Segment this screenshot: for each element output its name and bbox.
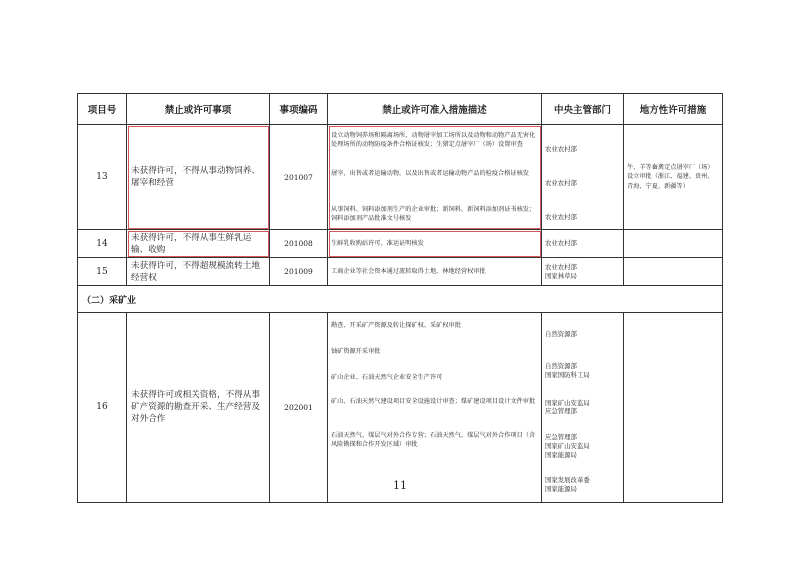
dept-text: 自然资源部 [545,329,577,338]
row-number: 13 [78,125,127,230]
dept-text: 应急管理部 国家矿山安监局 国家能源局 [545,433,590,459]
row-number: 16 [78,313,127,503]
table-row [78,125,723,230]
measure-text: 从事饲料、饲料添加剂生产的企业审批；新饲料、新饲料添加剂证书核发；饲料添加剂产品批准文号核发 [331,205,536,222]
header-project-no: 项目号 [78,94,127,125]
measure-text: 矿山、石油天然气建设项目安全设施设计审查；煤矿建设项目设计文件审批 [331,398,536,405]
row-item: 未获得许可，不得从事生鲜乳运输、收购 [127,230,270,258]
row-item: 未获得许可，不得超规模流转土地经营权 [127,258,270,286]
row-code: 201008 [270,230,328,258]
dept-text: 自然资源部 国家国防科工局 [545,362,590,379]
dept-text: 农业农村部 [545,178,577,187]
dept-text: 国家发展改革委 国家能源局 [545,475,590,493]
row-local: 牛、羊等畜禽定点屠宰厂（场）设立审批（浙江、福建、贵州、青海、宁夏、新疆等） [624,125,723,230]
measure-text: 勘查、开采矿产资源及转让探矿权、采矿权审批 [331,322,461,329]
row-local [624,313,723,503]
header-code: 事项编码 [270,94,328,125]
measure-text: 石油天然气、煤层气对外合作专营；石油天然气、煤层气对外合作项目（含风险勘探和合作开发区域）审批 [331,432,536,449]
row-depts: 农业农村部 国家林草局 [542,258,624,286]
table-row [78,258,723,286]
row-measures [328,125,542,230]
dept-text: 农业农村部 [545,212,577,221]
table-header-row [78,94,723,125]
row-number: 14 [78,230,127,258]
permit-table [77,93,723,503]
row-code: 201009 [270,258,328,286]
measure-text: 铀矿资源开采审批 [331,348,381,355]
header-local-measures: 地方性许可措施 [624,94,723,125]
row-measures [328,313,542,503]
section-row [78,286,723,313]
row-item: 未获得许可，不得从事动物饲养、屠宰和经营 [127,125,270,230]
measure-text: 屠宰、出售或者运输动物，以及出售或者运输动物产品的检疫合格证核发 [331,169,529,177]
row-code: 202001 [270,313,328,503]
row-depts [542,125,624,230]
header-central-dept: 中央主管部门 [542,94,624,125]
dept-text: 国家矿山安监局 应急管理部 [545,398,590,416]
table-row [78,230,723,258]
row-local [624,258,723,286]
row-measures: 生鲜乳收购站许可、准运证明核发 [328,230,542,258]
row-measures: 工商企业等社会资本通过流转取得土地、林地经营权审批 [328,258,542,286]
document-page [77,93,722,503]
header-measures: 禁止或许可准入措施描述 [328,94,542,125]
page-number: 11 [393,479,407,492]
table-row [78,313,723,503]
row-code: 201007 [270,125,328,230]
row-depts: 农业农村部 [542,230,624,258]
measure-text: 矿山企业、石油天然气企业安全生产许可 [331,374,443,381]
header-item: 禁止或许可事项 [127,94,270,125]
measure-text: 设立动物饲养场和隔离场所、动物屠宰加工场所以及动物和动物产品无害化处理场所的动物防疫条件合格证核发；生猪定点屠宰厂（场）设置审查 [331,131,536,148]
row-item: 未获得许可或相关资格，不得从事矿产资源的勘查开采、生产经营及对外合作 [127,313,270,503]
dept-text: 农业农村部 [545,144,577,153]
row-number: 15 [78,258,127,286]
row-depts [542,313,624,503]
section-title: （二）采矿业 [78,286,723,313]
row-local [624,230,723,258]
